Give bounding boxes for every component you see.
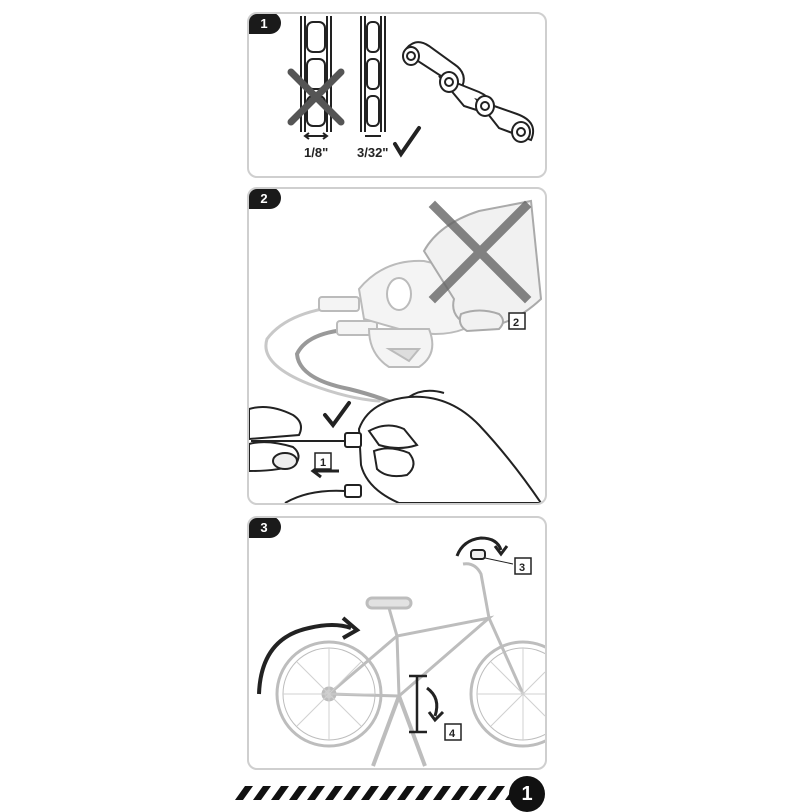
chain-width-illustration	[249, 14, 545, 176]
shifter-cable-illustration	[249, 189, 545, 503]
step-2-badge: 2	[247, 187, 281, 209]
step-2-panel	[247, 187, 547, 505]
lower-left-hand	[249, 407, 301, 471]
cross-mark-icon	[291, 72, 341, 122]
page-number-badge: 1	[509, 776, 545, 812]
callout-4-label: 4	[449, 728, 456, 740]
callout-1-label: 1	[320, 457, 327, 469]
bike-adjustment-illustration	[249, 518, 545, 768]
step-3-badge: 3	[247, 516, 281, 538]
step-1-panel	[247, 12, 547, 178]
callout-3-label: 3	[519, 562, 526, 574]
step-1-badge: 1	[247, 12, 281, 34]
rotate-arrow-icon	[427, 688, 443, 720]
lower-right-hand	[359, 391, 541, 503]
check-mark-icon	[395, 128, 419, 154]
wheel-spokes	[283, 648, 545, 740]
barrel-adjuster	[471, 550, 485, 559]
footer-stripe	[235, 786, 535, 800]
bicycle	[277, 564, 545, 766]
wide-chain	[301, 16, 331, 139]
chain-perspective	[403, 42, 533, 142]
wide-chain-label: 1/8"	[304, 145, 329, 160]
step-3-panel	[247, 516, 547, 770]
narrow-chain-label: 3/32"	[357, 145, 389, 160]
check-mark-icon	[325, 403, 349, 425]
callout-2-label: 2	[513, 317, 520, 329]
narrow-chain	[361, 16, 385, 136]
